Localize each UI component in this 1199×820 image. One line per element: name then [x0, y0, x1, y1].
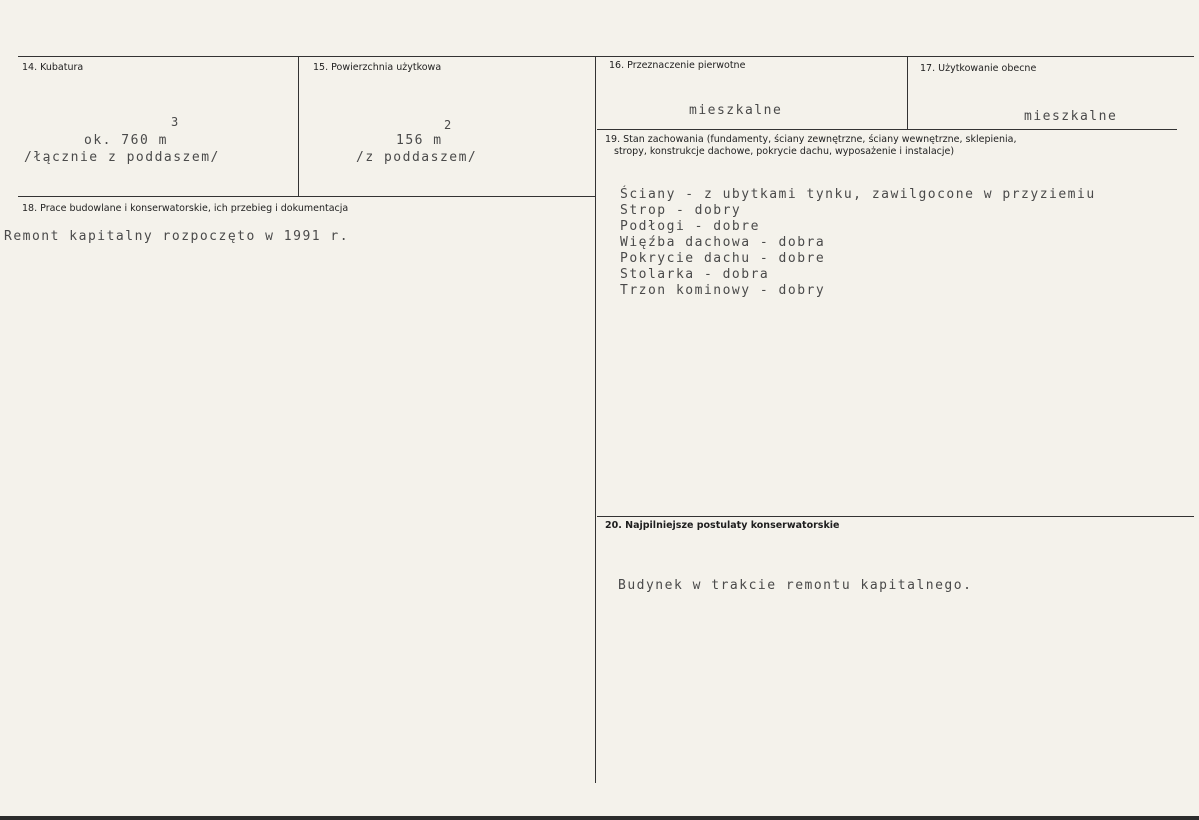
field-15-exponent: 2	[444, 118, 453, 132]
field-17-value: mieszkalne	[1024, 109, 1118, 124]
field-14-label: 14. Kubatura	[22, 62, 84, 73]
condition-line: Trzon kominowy - dobry	[620, 283, 826, 298]
condition-line: Stolarka - dobra	[620, 267, 770, 282]
condition-line: Strop - dobry	[620, 203, 742, 218]
field-20-value: Budynek w trakcie remontu kapitalnego.	[618, 578, 973, 593]
field-18-value: Remont kapitalny rozpoczęto w 1991 r.	[4, 229, 350, 244]
field-14-exponent: 3	[171, 115, 180, 129]
field-15-note: /z poddaszem/	[356, 150, 478, 165]
condition-line: Ściany - z ubytkami tynku, zawilgocone w przyziemiu	[620, 187, 1096, 202]
divider-14-15	[298, 56, 299, 196]
rule-above-18	[18, 196, 595, 197]
divider-15-16	[595, 56, 596, 783]
rule-above-20	[597, 516, 1194, 517]
field-20-label-text: 20. Najpilniejsze postulaty konserwatorskie	[605, 520, 840, 531]
field-20-label	[605, 520, 839, 532]
condition-line: Więźba dachowa - dobra	[620, 235, 826, 250]
field-14-note: /łącznie z poddaszem/	[24, 150, 220, 165]
field-15-label: 15. Powierzchnia użytkowa	[313, 62, 442, 73]
field-19-label: 19. Stan zachowania (fundamenty, ściany zewnętrzne, ściany wewnętrzne, sklepienia,	[605, 134, 1017, 145]
field-15-value: 156 m	[396, 133, 443, 148]
rule-above-19	[597, 129, 1177, 130]
condition-line: Podłogi - dobre	[620, 219, 760, 234]
field-16-label: 16. Przeznaczenie pierwotne	[609, 60, 746, 71]
top-rule	[18, 56, 1194, 57]
card-bottom-edge	[0, 816, 1199, 820]
condition-line: Pokrycie dachu - dobre	[620, 251, 826, 266]
field-19-label-cont: stropy, konstrukcje dachowe, pokrycie dachu, wyposażenie i instalacje)	[614, 146, 955, 157]
divider-16-17	[907, 56, 908, 129]
field-17-label: 17. Użytkowanie obecne	[920, 63, 1037, 74]
field-18-label: 18. Prace budowlane i konserwatorskie, ich przebieg i dokumentacja	[22, 203, 349, 214]
field-14-value: ok. 760 m	[84, 133, 168, 148]
field-16-value: mieszkalne	[689, 103, 783, 118]
